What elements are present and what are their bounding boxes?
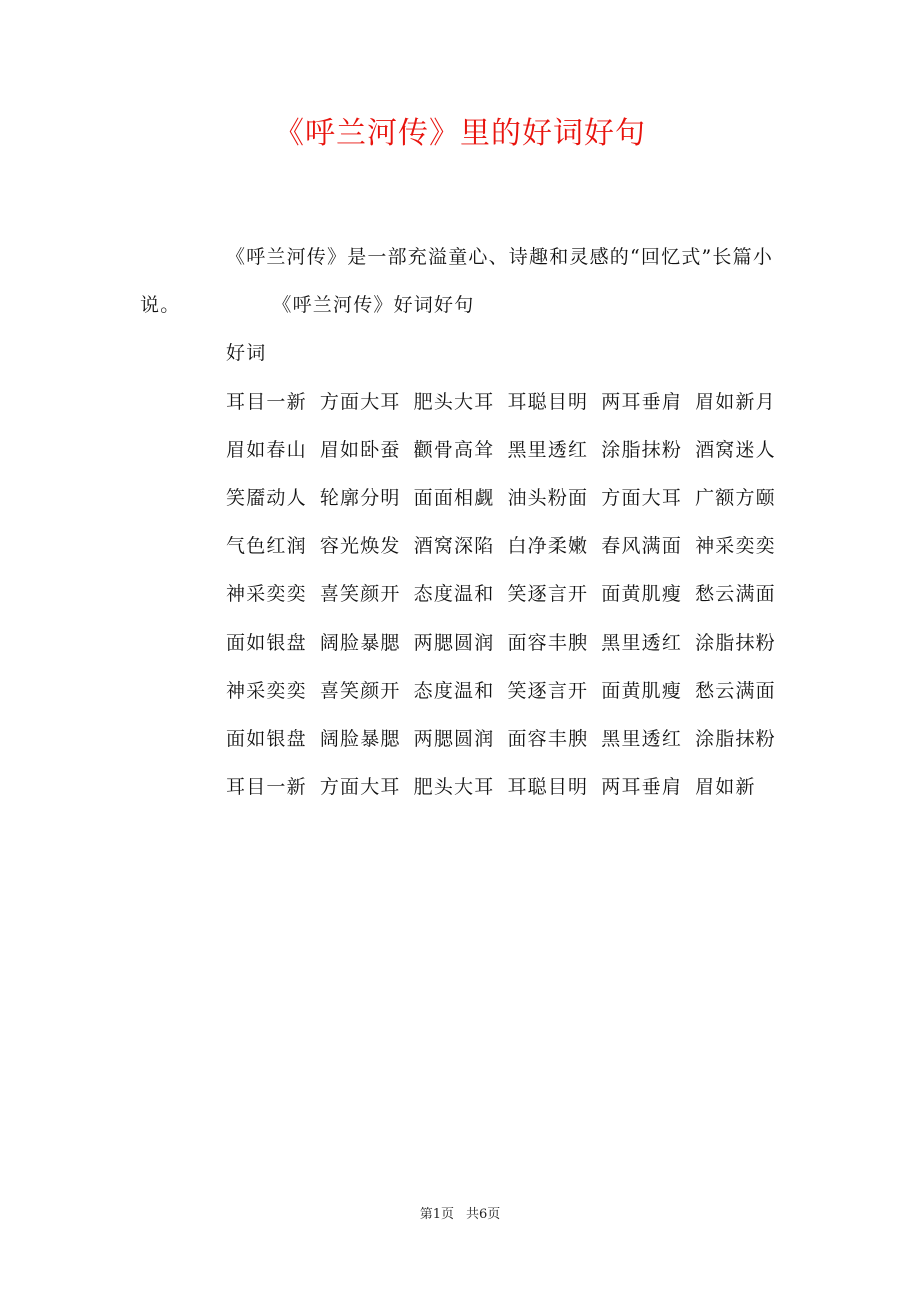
word-item: 涂脂抹粉 — [601, 438, 683, 461]
word-group-paragraph — [140, 522, 782, 570]
word-item: 颧骨高耸 — [413, 438, 495, 461]
word-item: 广额方颐 — [695, 487, 776, 510]
word-item: 白净柔嫩 — [507, 535, 589, 558]
word-item: 耳聪目明 — [507, 776, 589, 799]
word-item: 面容丰腴 — [507, 631, 589, 654]
word-group-list — [140, 378, 782, 812]
word-item: 愁云满面 — [695, 679, 776, 702]
word-group-paragraph — [140, 378, 782, 426]
word-item: 眉如春山 — [226, 438, 307, 461]
intro-paragraph — [140, 233, 782, 329]
word-item: 喜笑颜开 — [319, 583, 401, 606]
page-total: 共6页 — [466, 1207, 501, 1222]
word-item: 面黄肌瘦 — [601, 679, 683, 702]
word-item: 酒窝迷人 — [695, 438, 776, 461]
word-item: 眉如新月 — [695, 390, 776, 413]
word-item: 阔脸暴腮 — [319, 631, 401, 654]
document-title: 《呼兰河传》里的好词好句 — [274, 116, 646, 151]
word-group-paragraph — [140, 474, 782, 522]
word-item: 面如银盘 — [226, 728, 307, 751]
word-group-paragraph — [140, 715, 782, 763]
word-item: 面黄肌瘦 — [601, 583, 683, 606]
word-item: 方面大耳 — [319, 390, 401, 413]
page-number: 第1页 — [419, 1207, 454, 1222]
word-item: 阔脸暴腮 — [319, 728, 401, 751]
word-item: 笑逐言开 — [507, 679, 589, 702]
word-group-paragraph — [140, 763, 782, 811]
word-item: 两腮圆润 — [413, 728, 495, 751]
word-item: 涂脂抹粉 — [695, 631, 776, 654]
word-item: 态度温和 — [413, 679, 495, 702]
word-item: 耳目一新 — [226, 390, 307, 413]
word-group-paragraph — [140, 570, 782, 618]
word-item: 两耳垂肩 — [601, 390, 683, 413]
word-item: 黑里透红 — [601, 631, 683, 654]
word-item: 方面大耳 — [319, 776, 401, 799]
word-item: 油头粉面 — [507, 487, 589, 510]
word-item: 容光焕发 — [319, 535, 401, 558]
intro-sentence: 《呼兰河传》是一部充溢童心、诗趣和灵感的“回忆式”长篇小说。 — [140, 246, 774, 317]
word-item: 态度温和 — [413, 583, 495, 606]
word-item: 方面大耳 — [601, 487, 683, 510]
page-footer — [0, 1206, 920, 1224]
word-item: 黑里透红 — [601, 728, 683, 751]
word-item: 涂脂抹粉 — [695, 728, 776, 751]
word-item: 笑靥动人 — [226, 487, 307, 510]
word-item: 春风满面 — [601, 535, 683, 558]
word-item: 眉如新 — [695, 776, 756, 799]
word-item: 神采奕奕 — [695, 535, 776, 558]
word-group-paragraph — [140, 619, 782, 667]
word-item: 两耳垂肩 — [601, 776, 683, 799]
word-item: 肥头大耳 — [413, 390, 495, 413]
word-item: 面面相觑 — [413, 487, 495, 510]
word-item: 面如银盘 — [226, 631, 307, 654]
word-group-paragraph — [140, 426, 782, 474]
word-item: 黑里透红 — [507, 438, 589, 461]
word-item: 笑逐言开 — [507, 583, 589, 606]
word-item: 肥头大耳 — [413, 776, 495, 799]
intro-subheading: 《呼兰河传》好词好句 — [272, 294, 475, 317]
word-group-paragraph — [140, 667, 782, 715]
word-item: 气色红润 — [226, 535, 307, 558]
word-item: 耳目一新 — [226, 776, 307, 799]
word-item: 愁云满面 — [695, 583, 776, 606]
word-item: 酒窝深陷 — [413, 535, 495, 558]
section-label: 好词 — [226, 342, 267, 365]
word-item: 神采奕奕 — [226, 583, 307, 606]
word-item: 轮廓分明 — [319, 487, 401, 510]
word-item: 神采奕奕 — [226, 679, 307, 702]
word-item: 两腮圆润 — [413, 631, 495, 654]
word-item: 耳聪目明 — [507, 390, 589, 413]
word-item: 喜笑颜开 — [319, 679, 401, 702]
word-item: 眉如卧蚕 — [319, 438, 401, 461]
word-item: 面容丰腴 — [507, 728, 589, 751]
document-body — [140, 233, 782, 811]
